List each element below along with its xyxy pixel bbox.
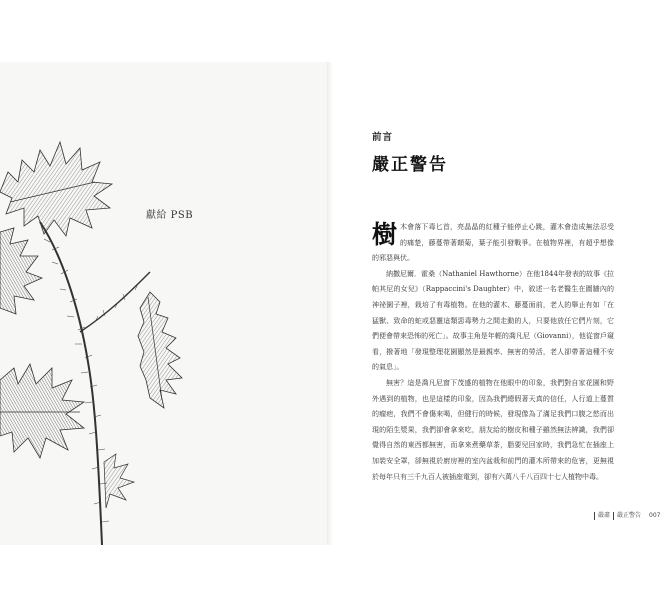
right-page <box>333 62 660 545</box>
chapter-title: 嚴正警告 <box>372 155 448 175</box>
thistle-illustration <box>0 132 330 545</box>
section-label: 前言 <box>372 132 394 143</box>
footer-rule <box>613 512 614 520</box>
dedication: 獻給 PSB <box>146 210 194 221</box>
running-footer <box>591 510 660 520</box>
paragraph-1-text: 木會落下毒匕首，亮晶晶的紅種子能停止心跳，灌木會造成無法忍受的痛楚，藤蔓帶著顛菊，葉子能引發戰爭。在植物界裡，有超乎想像的邪惡與伏。 <box>372 223 614 263</box>
page-number: 007 <box>649 512 660 519</box>
paragraph-1 <box>372 220 614 267</box>
drop-cap: 樹 <box>372 220 398 249</box>
left-page <box>0 62 328 545</box>
body-text <box>372 220 614 485</box>
footer-rule <box>594 512 595 520</box>
book-spread <box>0 62 660 545</box>
paragraph-2: 納撒尼爾．霍桑（Nathaniel Hawthorne）在他1844年發表的故事《拉帕其尼的女兒》（Rappaccini's Daughter）中，敘述一名老醫生在圍牆內的神祕園子裡，栽培了有毒植物。在他的灌木、藤蔓面前，老人的舉止有如「在猛獸、致命的蛇或惡靈這類惡毒勢力之間走動的人，只要他放任它們片刻，它們便會帶來恐怖的死亡」。故事主角是年輕的喬凡尼（Giovanni），他從窗戶窺看，撥著地「發現整理花園顯然是最親率、無害的勞活，老人卻帶著這種不安的氣息」。 <box>372 269 614 372</box>
paragraph-3: 無害？這是喬凡尼窗下茂盛的植物在他眼中的印象，我們對自家花園和野外遇到的植物，也是這樣的印象，因為我們總假著天真的信任，人行道上蔓質的瘤疤，我們不會傷來喝，但健行的時候，發現像為了滿足我們口腹之慾而出現的陌生漿果，我們卻會拿來吃，朋友給的樹皮和種子雖然無法辨識，我們卻覺得自然的東西都無害，而拿來煮藥草茶，脂要兒回家時，我們急忙在插座上加裝安全罩，卻無視於廚房裡的室內盆栽和前門的灌木所帶來的危害，更無視於每年只有三千九百人被插座電到，卻有六萬八千八百四十七人植物中毒。 <box>372 378 614 481</box>
footer-section: 嚴肅 <box>598 512 611 519</box>
footer-title: 嚴正警告 <box>617 512 642 519</box>
